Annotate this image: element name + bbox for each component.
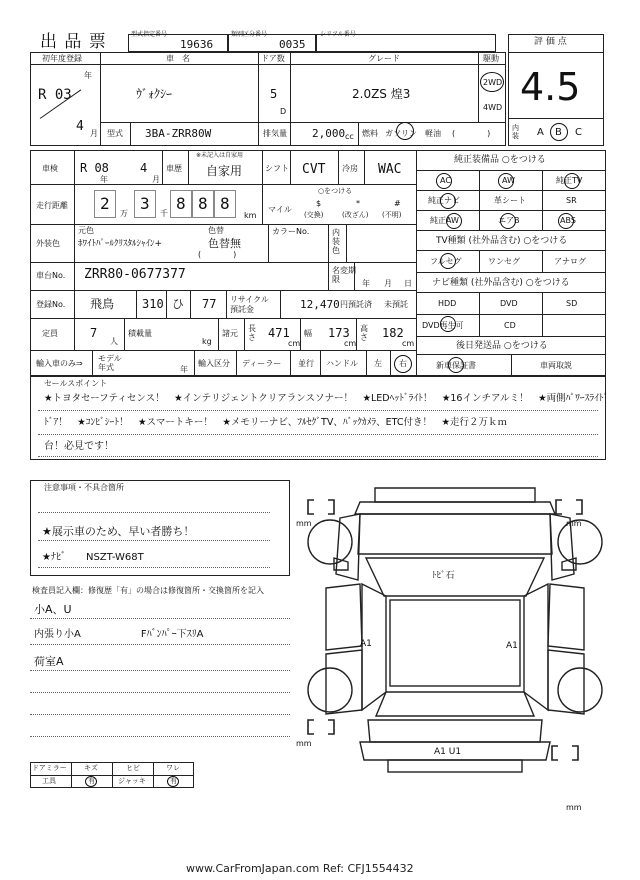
- bracket-rear-left: [308, 720, 334, 734]
- load-label: 積載量: [128, 329, 152, 338]
- wheel-rear-left: [308, 668, 352, 712]
- ac-value: WAC: [378, 162, 402, 177]
- orig-color-label: 元色: [78, 226, 94, 235]
- tv-label: TV種類 (社外品含む) ○をつける: [436, 236, 568, 246]
- shaken-label: 車検: [42, 164, 58, 173]
- equip-airbag-circle: [500, 213, 516, 229]
- car-name-value: ｳﾞｫｸｼｰ: [136, 87, 173, 101]
- first-reg-month: 4: [76, 119, 84, 134]
- windshield: [366, 558, 544, 596]
- bracket-front-right: [556, 500, 582, 514]
- inspector-line-2: 内張り小A Fﾊﾞﾝﾊﾟｰ下ｽﾘA: [34, 629, 204, 640]
- mm-rear-right: mm: [566, 803, 582, 812]
- color-bracket: ( ): [198, 250, 237, 259]
- mileage-man-unit: 万: [120, 209, 128, 218]
- tv-analog: アナログ: [554, 257, 586, 266]
- damage-mark-rear: A1 U1: [434, 747, 462, 757]
- legend-tools-circle: [85, 776, 97, 787]
- footer-watermark: www.CarFromJapan.com Ref: CFJ1554432: [186, 862, 414, 875]
- wheel-front-left: [308, 520, 352, 564]
- notes-label: 注意事項・不具合箇所: [44, 483, 124, 492]
- tv-oneseg: ワンセグ: [488, 257, 520, 266]
- mileage-label: 走行距離: [36, 201, 68, 210]
- shift-label: シフト: [265, 164, 289, 173]
- reg-kana: ひ: [172, 297, 185, 311]
- displacement-value: 2,000: [312, 127, 346, 140]
- drive-2wd: 2WD: [483, 78, 503, 87]
- score-value: 4.5: [520, 65, 581, 109]
- interior-color-label: 内装色: [332, 228, 340, 255]
- first-reg-year: R 03: [38, 87, 72, 103]
- shaken-month: 4: [140, 161, 148, 175]
- handle-right: 右: [399, 359, 407, 368]
- mileage-km-unit: km: [244, 211, 257, 220]
- notes-line-1: ★展示車のため、早い者勝ち！: [42, 525, 195, 538]
- mileage-sen-unit: 千: [160, 209, 168, 218]
- rear-bumper-lower: [388, 760, 522, 772]
- fuel-gasoline: ガソリン: [385, 129, 417, 138]
- door-rear-left: [326, 650, 362, 714]
- shift-value: CVT: [302, 162, 326, 177]
- equip-abs-circle: [558, 213, 574, 229]
- roof: [390, 600, 520, 686]
- model-type-label: 型式: [107, 129, 123, 138]
- width-value: 173: [328, 326, 350, 340]
- interior-grade-a: A: [537, 127, 544, 138]
- equip-sr: SR: [566, 196, 577, 205]
- bracket-rear-right: [552, 746, 578, 760]
- grade-value: 2.0ZS 煌3: [352, 87, 411, 101]
- docs-warranty: 新車保証書: [436, 361, 476, 370]
- name-change-year: 年: [362, 279, 370, 288]
- fuel-label: 燃料: [362, 129, 378, 138]
- car-name-label: 車 名: [166, 54, 190, 63]
- drive-label: 駆動: [483, 54, 499, 63]
- sales-line-3: 台！必見です！: [44, 441, 114, 452]
- class-no-label: 類別区分番号: [231, 31, 268, 38]
- doors-label: ドア数: [261, 54, 285, 63]
- color-change-value: 色替無: [208, 237, 241, 250]
- navi-label: ナビ種類 (社外品含む) ○をつける: [432, 278, 570, 288]
- navi-cd: CD: [504, 321, 516, 330]
- length-label: 長さ: [248, 324, 256, 342]
- notes-line-2: ★ﾅﾋﾞ NSZT-W68T: [42, 552, 144, 563]
- docs-label: 後日発送品 ○をつける: [456, 341, 548, 351]
- serial-label: シリアル番号: [320, 31, 356, 38]
- color-no-label: カラーNo.: [272, 227, 310, 236]
- meter-opt-exchange-mark: $: [316, 199, 322, 208]
- recycle-unpaid: 未預託: [384, 300, 408, 309]
- model-year-label: モデル年式: [98, 354, 122, 372]
- class-no-value: 0035: [279, 38, 306, 51]
- damage-mark-windshield: ﾄﾋﾞ石: [432, 571, 455, 581]
- door-front-left: [326, 584, 362, 650]
- side-right: [524, 584, 548, 710]
- width-label: 幅: [304, 329, 312, 338]
- mileage-digit-3: 8: [176, 194, 186, 213]
- hood: [358, 514, 552, 554]
- height-unit: cm: [402, 339, 415, 348]
- doors-sub: D: [280, 107, 287, 116]
- tailgate: [368, 720, 542, 742]
- capacity-value: 7: [90, 326, 98, 340]
- load-unit: kg: [202, 337, 212, 346]
- damage-mark-left: A1: [360, 639, 372, 649]
- recycle-status: 円預託済: [340, 300, 372, 309]
- sales-label: セールスポイント: [44, 379, 108, 388]
- navi-dvd-play: DVD再生可: [422, 321, 464, 330]
- shaken-month-unit: 月: [152, 175, 160, 184]
- meter-opt-tamper: (改ざん): [342, 211, 369, 219]
- reg-label: 登録No.: [36, 300, 66, 309]
- legend-crack: ヒビ: [126, 764, 140, 772]
- equip-aw: AW: [502, 176, 515, 185]
- drive-selected-circle: [480, 72, 504, 92]
- first-reg-label: 初年度登録: [42, 54, 82, 63]
- legend-jack-circle: [167, 776, 179, 787]
- rear-window: [376, 692, 534, 716]
- color-label: 外装色: [36, 239, 60, 248]
- displacement-label: 排気量: [263, 129, 287, 138]
- interior-label: 内装: [512, 124, 519, 140]
- shaken-year: R 08: [80, 161, 109, 175]
- door-rear-right: [548, 650, 584, 714]
- chassis-label: 車台No.: [36, 271, 66, 280]
- front-bumper: [375, 488, 535, 502]
- first-reg-month-unit: 月: [90, 129, 98, 138]
- reg-no: 77: [202, 297, 217, 311]
- usage-value: 自家用: [206, 164, 243, 178]
- equip-genuine-tv: 純正TV: [556, 176, 583, 185]
- meter-opt-tamper-mark: *: [356, 199, 360, 208]
- navi-sd: SD: [566, 299, 578, 308]
- name-change-day: 日: [404, 279, 412, 288]
- equip-ac-circle: [436, 173, 452, 189]
- capacity-label: 定員: [42, 329, 58, 338]
- height-label: 高さ: [360, 324, 368, 342]
- tv-fullseg-circle: [440, 253, 456, 269]
- ac-label: 冷房: [342, 164, 358, 173]
- length-value: 471: [268, 326, 290, 340]
- sheet-title: 出 品 票: [40, 32, 107, 52]
- color-name-label: 色替: [208, 226, 224, 235]
- meter-mark-note: ○をつける: [318, 187, 353, 195]
- fuel-selected-circle: [396, 122, 414, 140]
- chassis-value: ZRR80-0677377: [84, 267, 186, 282]
- equip-genuine-aw-circle: [446, 213, 462, 229]
- legend-jack: ジャッキ: [118, 777, 146, 785]
- mile-label: マイル: [268, 205, 292, 214]
- legend-tools-value: 有: [88, 777, 95, 785]
- navi-hdd: HDD: [438, 299, 457, 308]
- import-label: 輸入車のみ⇒: [36, 359, 83, 368]
- equip-abs: ABS: [560, 216, 576, 225]
- name-change-month: 月: [384, 279, 392, 288]
- usage-label: 車歴: [166, 164, 182, 173]
- damage-mark-right: A1: [506, 641, 518, 651]
- grade-label: グレード: [368, 54, 400, 63]
- interior-selected-circle: [550, 123, 568, 141]
- mileage-digit-5: 8: [220, 194, 230, 213]
- equip-tv-circle: [564, 173, 580, 189]
- handle-label: ハンドル: [326, 359, 358, 368]
- legend-mirror: ドアミラー: [32, 764, 67, 772]
- sales-line-2: ﾄﾞｱ！ ★ｺﾝﾋﾞｼｰﾄ！ ★スマートキー！ ★メモリーナビ、ﾌﾙｾｸﾞTV、ﾊﾞｯｸｶﾒﾗ、ETC付き！ ★走行２万ｋｍ: [44, 417, 507, 428]
- orig-color-value: ﾎﾜｲﾄﾊﾟｰﾙｸﾘｽﾀﾙｼｬｲﾝ+: [78, 239, 163, 249]
- capacity-unit: 人: [110, 337, 118, 346]
- inspector-label: 検査員記入欄：修復歴「有」の場合は修復箇所・交換箇所を記入: [32, 586, 264, 595]
- front-bumper-lower: [355, 502, 555, 514]
- doors-value: 5: [270, 87, 278, 101]
- score-label: 評 価 点: [534, 37, 567, 47]
- legend-break: ワレ: [166, 764, 180, 772]
- displacement-unit: cc: [345, 132, 354, 141]
- model-year-unit: 年: [180, 365, 188, 374]
- equip-airbag: エアB: [498, 216, 520, 225]
- navi-dvd-play-circle: [440, 316, 456, 332]
- fuel-diesel: 軽油: [425, 129, 441, 138]
- mm-front-left: mm: [296, 519, 312, 528]
- import-type-label: 輸入区分: [198, 359, 230, 368]
- legend-jack-value: 有: [170, 777, 177, 785]
- inspector-line-3: 荷室A: [34, 655, 64, 668]
- mm-rear-left: mm: [296, 739, 312, 748]
- shaken-year-unit: 年: [100, 175, 108, 184]
- equip-navi-circle: [440, 193, 456, 209]
- reg-area: 飛鳥: [90, 297, 115, 311]
- docs-manual: 車両取説: [540, 361, 572, 370]
- bracket-front-left: [308, 500, 334, 514]
- length-unit: cm: [288, 339, 301, 348]
- mm-front-right: mm: [566, 519, 582, 528]
- import-dealer: ディーラー: [242, 359, 282, 368]
- equip-genuine-navi: 純正ナビ: [428, 196, 460, 205]
- recycle-label: リサイクル預託金: [230, 295, 269, 314]
- interior-grade-c: C: [575, 127, 582, 138]
- handle-selected-circle: [394, 355, 412, 373]
- fuel-other: ( ): [452, 129, 491, 138]
- legend-tools: 工具: [42, 777, 56, 785]
- usage-note: ※未記入は自家用: [196, 152, 244, 159]
- drive-4wd: 4WD: [483, 103, 503, 112]
- recycle-value: 12,470: [300, 298, 340, 311]
- equip-leather: 革シート: [494, 196, 526, 205]
- equip-genuine-aw: 純正AW: [430, 216, 459, 225]
- width-unit: cm: [344, 339, 357, 348]
- dims-label: 諸元: [222, 329, 238, 338]
- legend-scratch: キズ: [84, 764, 98, 772]
- import-parallel: 並行: [298, 359, 314, 368]
- mileage-digit-1: 2: [100, 194, 110, 213]
- mileage-digit-2: 3: [140, 194, 150, 213]
- mileage-digit-4: 8: [198, 194, 208, 213]
- name-change-label: 名変期限: [332, 266, 356, 284]
- first-reg-year-unit: 年: [84, 71, 92, 80]
- reg-class: 310: [142, 297, 164, 311]
- docs-warranty-circle: [448, 357, 464, 373]
- genuine-label: 純正装備品 ○をつける: [454, 155, 546, 165]
- wheel-rear-right: [558, 668, 602, 712]
- equip-ac: AC: [440, 176, 451, 185]
- sales-line-1: ★トヨタセーフティセンス！ ★インテリジェントクリアランスソナー！ ★LEDﾍｯﾄﾞﾗｲﾄ！ ★16インチアルミ！ ★両側ﾊﾟﾜｰｽﾗｲﾄﾞ: [44, 393, 609, 404]
- door-front-right: [548, 584, 584, 650]
- meter-opt-unknown: (不明): [382, 211, 402, 219]
- meter-opt-unknown-mark: #: [394, 199, 401, 208]
- model-no-label: 型式指定番号: [131, 31, 168, 38]
- model-no-value: 19636: [180, 38, 214, 51]
- navi-dvd: DVD: [500, 299, 518, 308]
- equip-aw-circle: [498, 173, 514, 189]
- inspector-line-1: 小A、U: [34, 603, 72, 616]
- interior-grade-b: B: [555, 127, 562, 138]
- tv-fullseg: フルセグ: [430, 257, 462, 266]
- model-type-value: 3BA-ZRR80W: [145, 127, 212, 140]
- height-value: 182: [382, 326, 404, 340]
- handle-left: 左: [374, 359, 382, 368]
- meter-opt-exchange: (交換): [304, 211, 324, 219]
